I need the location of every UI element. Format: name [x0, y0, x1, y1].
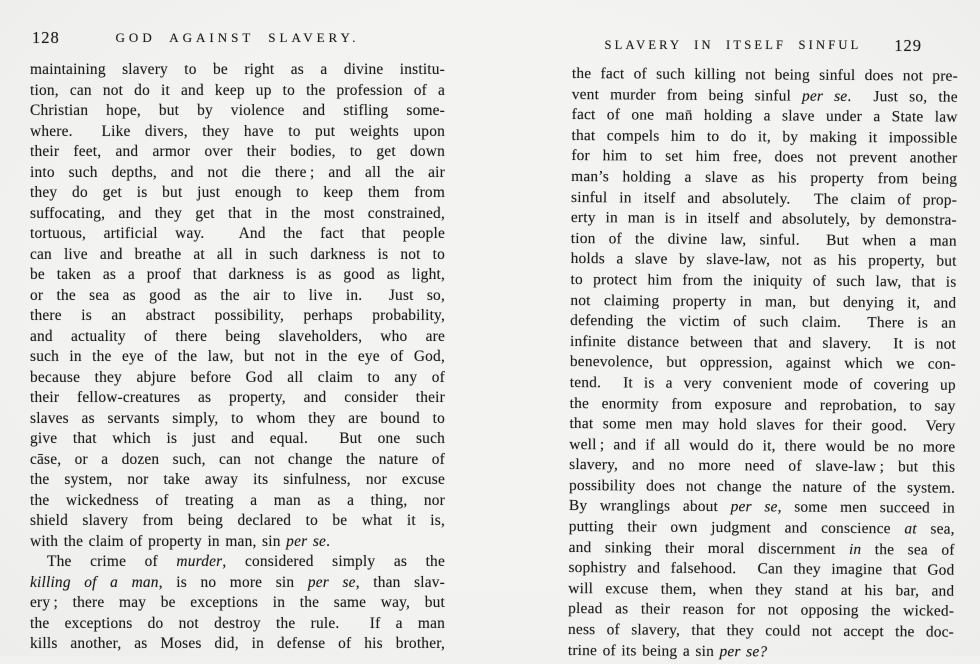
text-line: give that which is just and equal. But one such — [30, 430, 445, 447]
text-line: By wranglings about per se, some men succeed in — [568, 497, 955, 518]
text-line: because they abjure before God all claim to any of — [30, 368, 445, 386]
text-line: for him to set him free, does not prevent another — [571, 147, 958, 168]
text-line: maintaining slavery to be right as a divine institu- — [30, 61, 445, 78]
right-page-number: 129 — [894, 36, 922, 55]
text-line: vent murder from being sinful per se. Just so, the — [571, 85, 958, 106]
text-line: slaves as servants simply, to whom they are bound to — [30, 409, 445, 427]
right-running-title: SLAVERY IN ITSELF SINFUL — [604, 38, 862, 52]
text-line: can live and breathe at all in such darkness is not to — [30, 245, 445, 263]
text-line: there is an abstract possibility, perhaps probability, — [30, 307, 445, 324]
text-line: benevolence, but oppression, against which we con- — [569, 353, 956, 373]
text-line: into such depths, and not die there ; and all the air — [30, 163, 445, 181]
text-line: tion, can not do it and keep up to the profession of a — [30, 81, 445, 99]
text-line: trine of its being a sin per se? — [567, 641, 768, 661]
text-line: the exceptions do not destroy the rule. If a man — [30, 614, 445, 632]
left-running-head — [30, 28, 445, 48]
text-line: cāse, or a dozen such, can not change the nature of — [30, 450, 445, 468]
text-line: tend. It is a very convenient mode of covering up — [569, 373, 956, 394]
text-line: infinite distance between that and slavery. It is not — [570, 332, 957, 353]
text-line: man’s holding a slave as his property from being — [571, 167, 958, 188]
right-page-text — [568, 64, 958, 664]
text-line: with the claim of property in man, sin per se. — [30, 532, 331, 550]
text-line: the system, nor take away its sinfulness, nor excuse — [30, 471, 445, 488]
text-line: the wickedness of treating a man as a thing, nor — [30, 491, 445, 509]
text-line: and sinking their moral discernment in the sea of — [568, 538, 955, 559]
text-line: be taken as a proof that darkness is as good as light, — [30, 266, 445, 283]
text-line: putting their own judgment and conscience at sea, — [568, 518, 955, 538]
text-line: fact of one man̄ holding a slave under a State law — [571, 106, 958, 126]
text-line: that some men may hold slaves for their good. Very — [569, 415, 956, 435]
left-running-title: GOD AGAINST SLAVERY. — [115, 30, 360, 45]
text-line: their feet, and armor over their bodies, to get down — [30, 143, 445, 160]
right-page — [567, 0, 958, 661]
text-line: well ; and if all would do it, there would be no more — [569, 435, 956, 456]
text-line: tortuous, artificial way. And the fact that people — [30, 225, 445, 242]
text-line: ery ; there may be exceptions in the same way, but — [30, 594, 445, 611]
text-line: The crime of murder, considered simply as the — [47, 553, 445, 570]
text-line: the enormity from exposure and reprobation, to say — [569, 394, 956, 415]
text-line: the fact of such killing not being sinful does not pre- — [571, 64, 958, 85]
text-line: to protect him from the iniquity of such law, that is — [570, 270, 957, 291]
text-line: will excuse them, when they stand at his bar, and — [568, 579, 955, 600]
text-line: Christian hope, but by violence and stifling some- — [30, 102, 445, 119]
text-line: ness of slavery, that they could not accept the doc- — [567, 621, 955, 641]
text-line: where. Like divers, they have to put weights upon — [30, 122, 445, 140]
text-line: they do get is but just enough to keep them from — [30, 184, 445, 201]
text-line: slavery, and no more need of slave-law ; but this — [569, 456, 956, 476]
left-page — [30, 0, 445, 656]
right-running-head — [572, 36, 958, 56]
text-line: plead as their reason for not opposing the wicked- — [568, 600, 955, 621]
text-line: defending the victim of such claim. There is an — [570, 312, 957, 332]
left-page-text — [30, 60, 445, 655]
text-line: such in the eye of the law, but not in the eye of God, — [30, 348, 445, 365]
text-line: killing of a man, is no more sin per se, than slav- — [30, 573, 446, 591]
text-line: shield slavery from being declared to be what it is, — [30, 512, 445, 529]
text-line: tion of the divine law, sinful. But when a man — [570, 229, 957, 250]
text-line: erty in man is in itself and absolutely, by demonstra- — [570, 209, 957, 229]
text-line: or the sea as good as the air to live in. Just so, — [30, 286, 445, 304]
text-line: possibility does not change the nature of the system. — [568, 476, 956, 497]
text-line: holds a slave by slave-law, not as his property, but — [570, 250, 957, 271]
text-line: suffocating, and they get that in the most constrained, — [30, 204, 445, 222]
left-page-number: 128 — [32, 28, 60, 47]
text-line: sophistry and falsehood. Can they imagine that God — [568, 559, 955, 579]
text-line: and actuality of there being slaveholders, who are — [30, 327, 445, 345]
text-line: their fellow-creatures as property, and consider their — [30, 389, 445, 406]
text-line: that compels him to do it, by making it impossible — [571, 126, 958, 147]
text-line: sinful in itself and absolutely. The claim of prop- — [571, 188, 958, 209]
text-line: kills another, as Moses did, in defense of his brother, — [30, 635, 445, 652]
text-line: not claiming property in man, but denying it, and — [570, 291, 957, 312]
